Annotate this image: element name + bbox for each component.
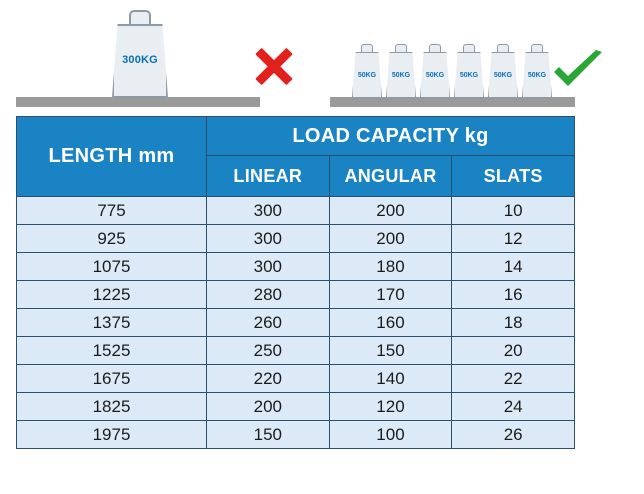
cell-linear: 300 <box>207 197 330 225</box>
cell-linear: 300 <box>207 253 330 281</box>
shelf-bar-left <box>16 97 260 107</box>
cell-length: 1525 <box>17 337 207 365</box>
small-weight-label: 50KG <box>357 72 377 79</box>
heavy-weight-icon <box>112 10 168 98</box>
cell-linear: 220 <box>207 365 330 393</box>
small-weight-label: 50KG <box>391 72 411 79</box>
table-head <box>17 117 575 197</box>
table-row <box>17 337 575 365</box>
heavy-weight-label: 300KG <box>122 54 158 66</box>
green-check-icon <box>552 50 604 90</box>
cell-slats: 14 <box>452 253 575 281</box>
small-weight-label: 50KG <box>493 72 513 79</box>
small-weight-icon <box>488 44 518 98</box>
load-capacity-table-wrapper <box>16 116 575 449</box>
cell-angular: 150 <box>329 337 452 365</box>
cell-angular: 100 <box>329 421 452 449</box>
cell-linear: 260 <box>207 309 330 337</box>
load-illustration <box>0 0 644 112</box>
distributed-weights-group <box>352 44 552 100</box>
cell-linear: 280 <box>207 281 330 309</box>
weight-handle <box>463 44 475 53</box>
load-capacity-table <box>16 116 575 449</box>
small-weight-icon <box>454 44 484 98</box>
weight-handle <box>497 44 509 53</box>
table-row <box>17 421 575 449</box>
cell-linear: 250 <box>207 337 330 365</box>
cell-slats: 16 <box>452 281 575 309</box>
small-weight-icon <box>522 44 552 98</box>
cell-slats: 12 <box>452 225 575 253</box>
cell-length: 775 <box>17 197 207 225</box>
table-row <box>17 253 575 281</box>
table-body <box>17 197 575 449</box>
cell-angular: 120 <box>329 393 452 421</box>
cell-slats: 10 <box>452 197 575 225</box>
table-row <box>17 281 575 309</box>
weight-handle <box>361 44 373 53</box>
table-row <box>17 197 575 225</box>
cell-angular: 180 <box>329 253 452 281</box>
header-angular: ANGULAR <box>329 156 452 197</box>
header-load-capacity: LOAD CAPACITY kg <box>207 117 575 156</box>
small-weight-icon <box>386 44 416 98</box>
cell-length: 1825 <box>17 393 207 421</box>
small-weight-label: 50KG <box>425 72 445 79</box>
cell-angular: 200 <box>329 225 452 253</box>
cell-linear: 200 <box>207 393 330 421</box>
cell-length: 1375 <box>17 309 207 337</box>
header-length: LENGTH mm <box>17 117 207 197</box>
header-slats: SLATS <box>452 156 575 197</box>
cell-slats: 18 <box>452 309 575 337</box>
red-cross-icon <box>252 44 296 88</box>
cell-linear: 150 <box>207 421 330 449</box>
cell-angular: 140 <box>329 365 452 393</box>
cell-length: 1075 <box>17 253 207 281</box>
cell-slats: 24 <box>452 393 575 421</box>
cell-length: 1675 <box>17 365 207 393</box>
cell-length: 925 <box>17 225 207 253</box>
header-linear: LINEAR <box>207 156 330 197</box>
cell-length: 1225 <box>17 281 207 309</box>
weight-handle <box>395 44 407 53</box>
cell-slats: 26 <box>452 421 575 449</box>
cell-angular: 160 <box>329 309 452 337</box>
table-row <box>17 225 575 253</box>
cell-slats: 20 <box>452 337 575 365</box>
cell-slats: 22 <box>452 365 575 393</box>
table-row <box>17 309 575 337</box>
cell-length: 1975 <box>17 421 207 449</box>
small-weight-icon <box>420 44 450 98</box>
small-weight-label: 50KG <box>459 72 479 79</box>
weight-handle <box>129 10 151 26</box>
weight-handle <box>429 44 441 53</box>
table-row <box>17 393 575 421</box>
weight-handle <box>531 44 543 53</box>
cell-angular: 170 <box>329 281 452 309</box>
small-weight-label: 50KG <box>527 72 547 79</box>
small-weight-icon <box>352 44 382 98</box>
cell-angular: 200 <box>329 197 452 225</box>
cell-linear: 300 <box>207 225 330 253</box>
table-row <box>17 365 575 393</box>
table-header-row-1 <box>17 117 575 156</box>
